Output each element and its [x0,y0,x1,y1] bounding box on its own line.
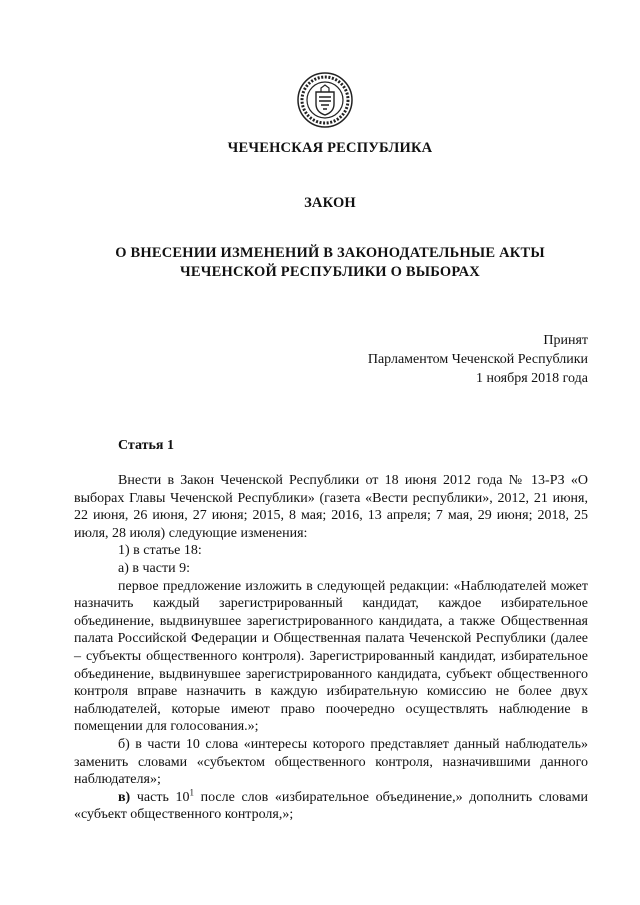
paragraph-item-a: а) в части 9: [118,560,190,576]
paragraph-item-1: 1) в статье 18: [118,543,202,559]
paragraph-item-b: б) в части 10 слова «интересы которого представляет данный наблюдатель» заменить словами «субъектом общественного контроля, назначившими данного наблюдателя»; [74,736,588,788]
republic-heading: ЧЕЧЕНСКАЯ РЕСПУБЛИКА [227,140,433,156]
paragraph-first-sentence: первое предложение изложить в следующей редакции: «Наблюдателей может назначить каждый зарегистрированный кандидат, каждое избирательное объединение, выдвинувшее зарегистрированного кандидата, а также Общественная палата Российской Федерации и Общественная палата Чеченской Республики (далее – субъекты общественного контроля). Зарегистрированный кандидат, избирательное объединение, выдвинувшее зарегистрированного кандидата, субъект общественного контроля вправе назначить в каждую избирательную комиссию не более двух наблюдателей, которые имеют право поочередно осуществлять наблюдение в помещении для голосования.»; [74,578,588,735]
adoption-label: Принят [543,333,588,348]
item-v-text-b: после слов «избирательное объединение,» дополнить словами «субъект общественного контроля,»; [74,789,588,823]
document-type-heading: ЗАКОН [304,195,356,211]
adoption-block [368,331,588,388]
paragraph-item-v [74,789,588,824]
law-title [10,244,640,282]
adoption-body: Парламентом Чеченской Республики [367,352,588,367]
coat-of-arms-seal-icon [297,72,353,128]
adoption-date: 1 ноября 2018 года [475,371,588,386]
article-heading: Статья 1 [118,438,174,453]
item-v-text-a: часть 10 [130,789,190,805]
article-body [74,472,588,824]
item-v-superscript: 1 [189,787,194,798]
law-title-line-2: ЧЕЧЕНСКОЙ РЕСПУБЛИКИ О ВЫБОРАХ [180,264,480,280]
paragraph-amend-law: Внести в Закон Чеченской Республики от 18 июня 2012 года № 13-РЗ «О выборах Главы Чеченской Республики» (газета «Вести республики», 2012, 21 июня, 22 июня, 26 июня, 27 июня; 2015, 8 мая; 2016, 13 апреля; 7 мая, 29 июня; 2018, 25 июля, 28 июля) следующие изменения: [74,473,588,541]
item-v-letter: в) [118,789,131,805]
law-title-line-1: О ВНЕСЕНИИ ИЗМЕНЕНИЙ В ЗАКОНОДАТЕЛЬНЫЕ АКТЫ [115,245,545,261]
